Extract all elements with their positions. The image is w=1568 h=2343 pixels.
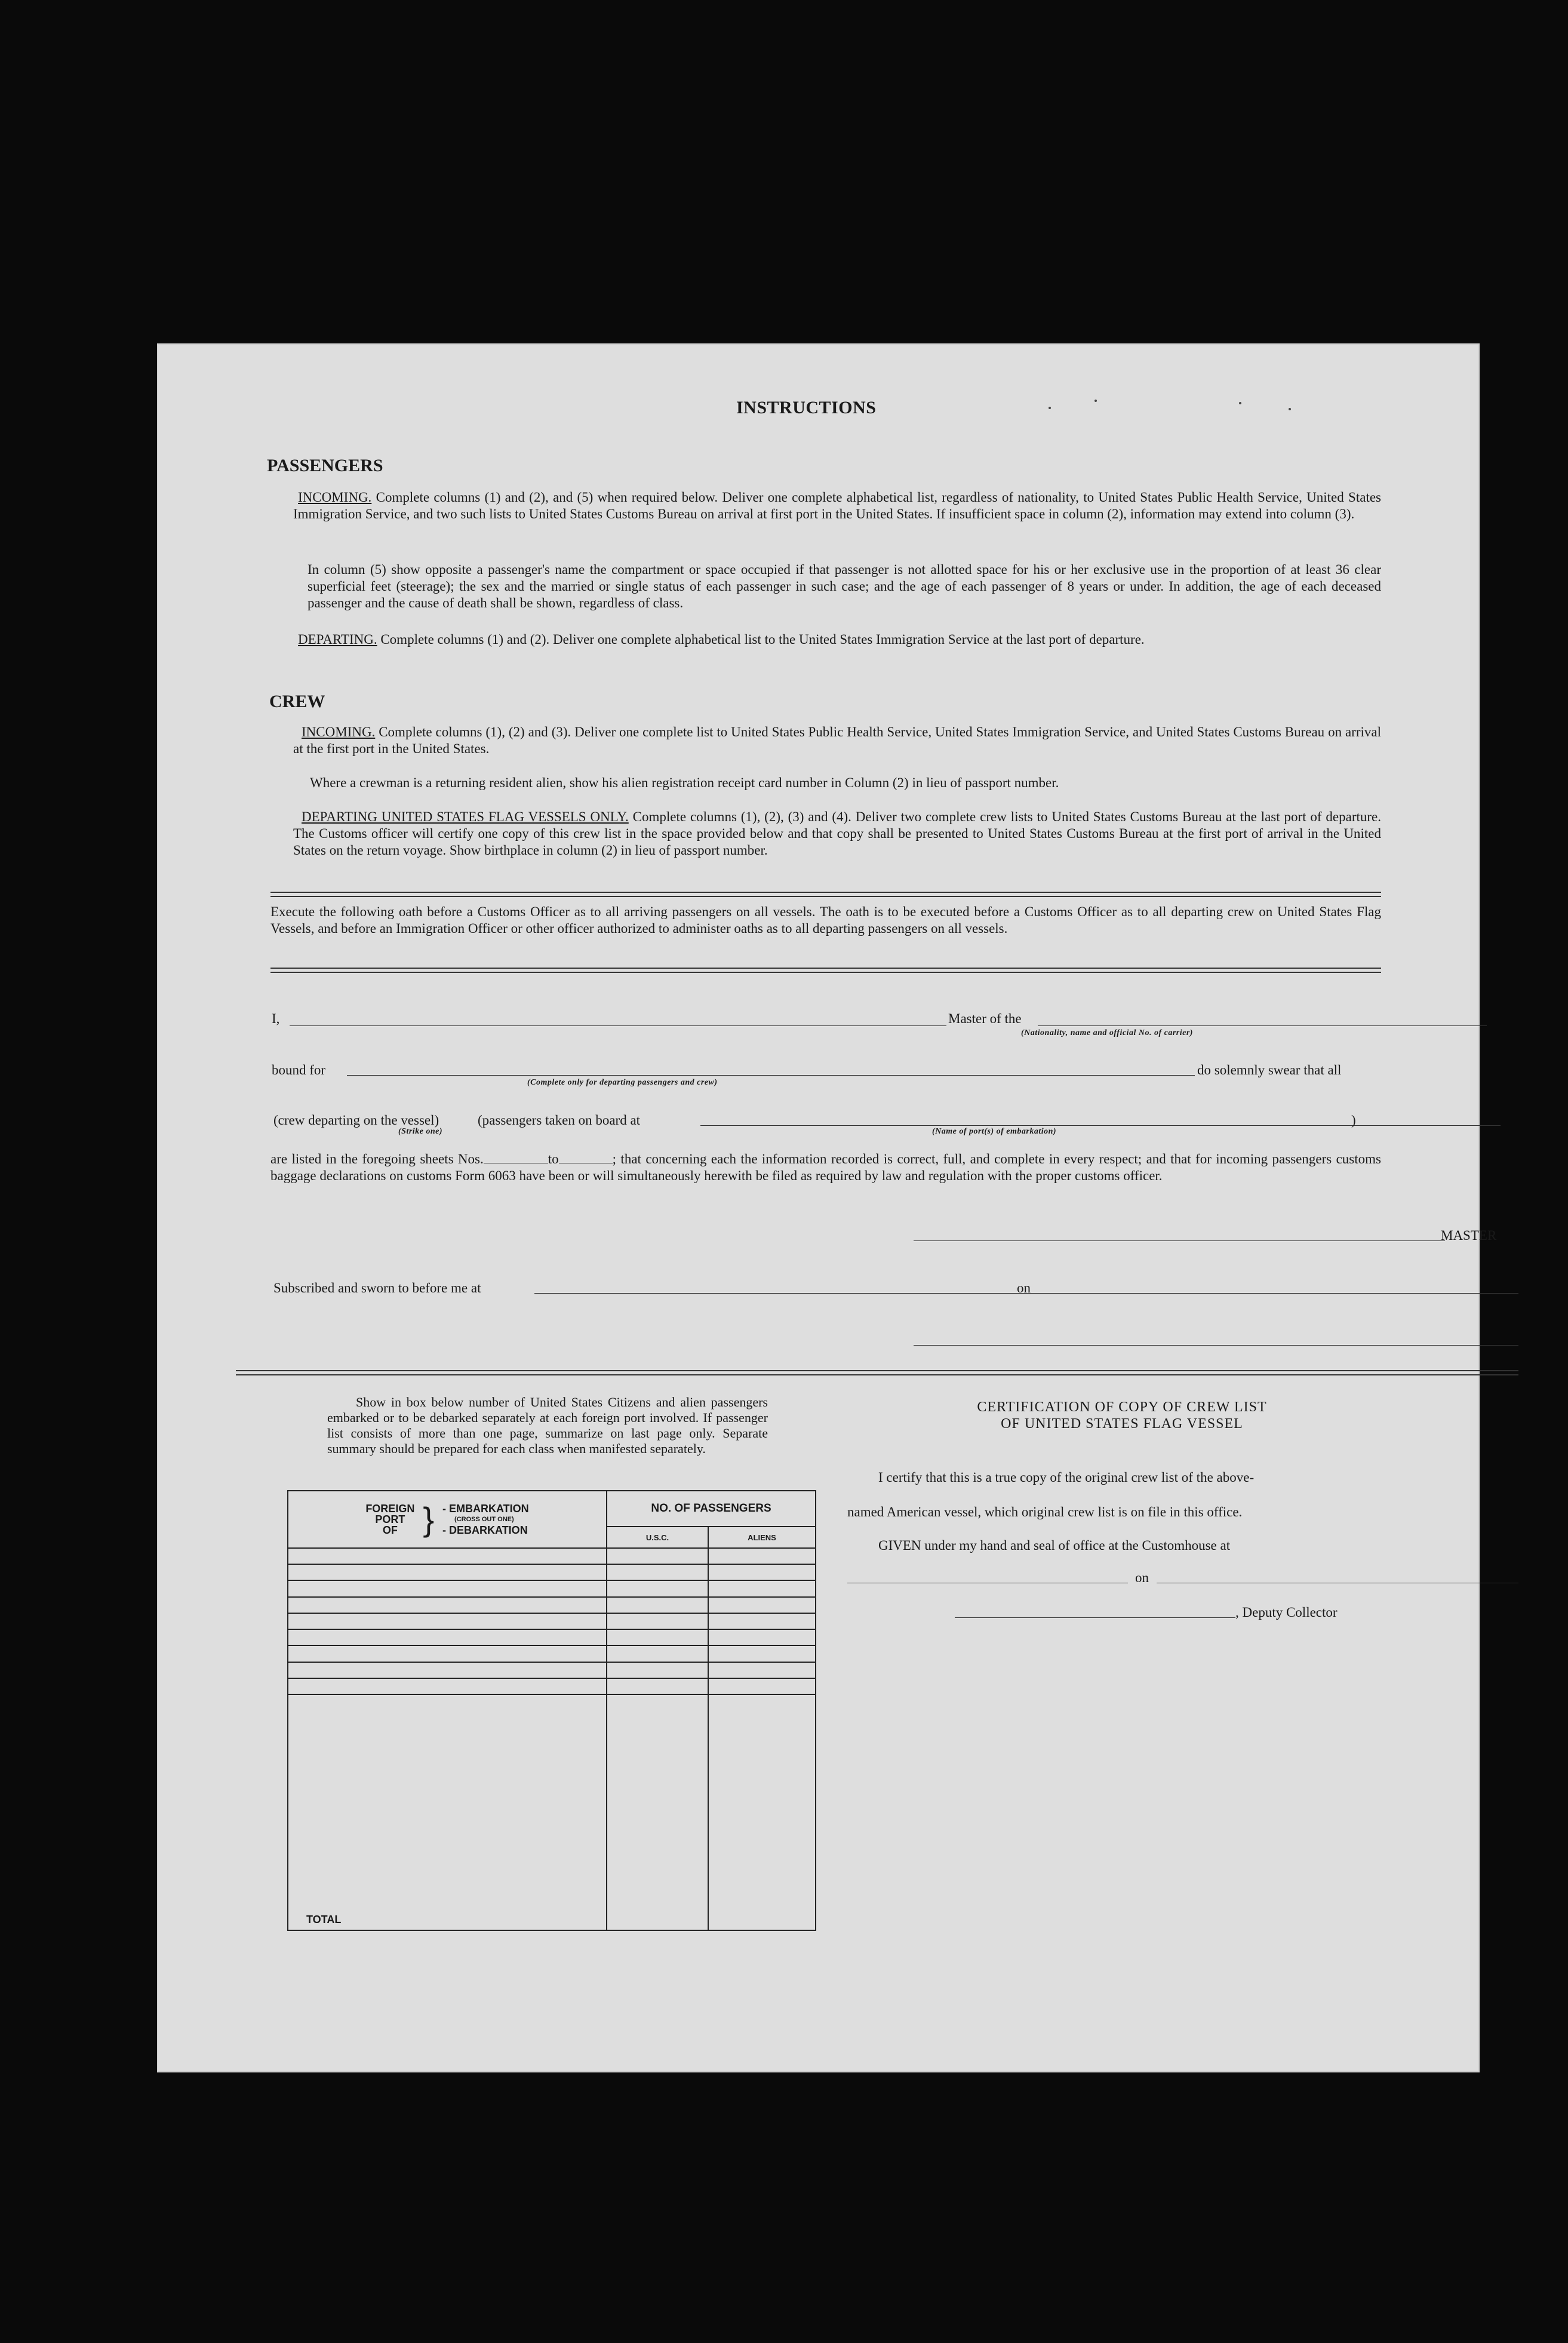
crew-departing-label: DEPARTING UNITED STATES FLAG VESSELS ONLY. — [302, 809, 629, 824]
aliens-cell[interactable] — [708, 1678, 816, 1694]
passengers-column5-paragraph: In column (5) show opposite a passenger's name the compartment or space occupied if that passenger is not allotted space for his or her exclusive use in the proportion of at least 36 clear superficial feet (steerage); the sex and the married or single status of each passenger in such case; and the age of each passenger of 8 years or under. In addition, the age of each deceased passenger and the cause of death shall be shown, regardless of class. — [308, 562, 1381, 610]
oath-listed-paragraph — [270, 1151, 1381, 1184]
master-label: MASTER — [1441, 1228, 1497, 1243]
passenger-summary-table — [287, 1490, 816, 1931]
embarkation-option[interactable]: - EMBARKATION — [442, 1503, 529, 1515]
port-cell[interactable] — [288, 1645, 607, 1662]
certification-title-2: OF UNITED STATES FLAG VESSEL — [1001, 1416, 1243, 1432]
table-row — [288, 1613, 816, 1629]
form-sheet — [157, 343, 1497, 2072]
aliens-cell[interactable] — [708, 1662, 816, 1678]
port-label: PORT — [375, 1513, 405, 1525]
crew-incoming-paragraph — [293, 724, 1381, 757]
oath-i-label: I, — [272, 1011, 280, 1026]
section-divider — [236, 1370, 1518, 1375]
usc-cell[interactable] — [607, 1597, 708, 1613]
listed-to: to — [548, 1151, 559, 1166]
table-row — [288, 1548, 816, 1564]
speck — [1094, 400, 1097, 402]
foreign-port-of — [365, 1503, 414, 1536]
passengers-incoming-text: Complete columns (1) and (2), and (5) when required below. Deliver one complete alphabetical list, regardless of nationality, to United States Public Health Service, United States Immigration Service, and two such lists to United States Customs Bureau on arrival at first port in the United States. If insufficient space in column (2), information may extend into column (3). — [293, 490, 1381, 521]
passengers-incoming-label: INCOMING. — [298, 490, 372, 505]
swear-text: do solemnly swear that all — [1197, 1063, 1342, 1077]
master-name-field[interactable] — [290, 1025, 946, 1026]
total-row — [288, 1694, 816, 1930]
port-caption: (Name of port(s) of embarkation) — [932, 1127, 1057, 1136]
aliens-cell[interactable] — [708, 1580, 816, 1596]
debarkation-option[interactable]: - DEBARKATION — [442, 1524, 528, 1536]
port-cell[interactable] — [288, 1678, 607, 1694]
strike-caption: (Strike one) — [398, 1127, 443, 1136]
foreign-label: FOREIGN — [365, 1503, 415, 1515]
section-divider — [270, 968, 1381, 973]
brace-icon: } — [423, 1500, 435, 1538]
crew-incoming-label: INCOMING. — [302, 724, 376, 739]
usc-cell[interactable] — [607, 1678, 708, 1694]
carrier-field[interactable] — [1038, 1025, 1487, 1026]
usc-cell[interactable] — [607, 1548, 708, 1564]
subscribed-on-label: on — [1017, 1280, 1031, 1295]
certification-line-1: I certify that this is a true copy of the original crew list of the above- — [878, 1470, 1255, 1485]
summary-instructions: Show in box below number of United States Citizens and alien passengers embarked or to be debarked separately at each foreign port involved. If passenger list consists of more than one page, summarize on last page only. Separate summary should be prepared for each class when manifested separately. — [327, 1395, 768, 1456]
passengers-departing-label: DEPARTING. — [298, 632, 377, 647]
usc-cell[interactable] — [607, 1645, 708, 1662]
crew-departing-text: Complete columns (1), (2), (3) and (4). Deliver two complete crew lists to United States Customs Bureau at the last port of departure. The Customs officer will certify one copy of this crew list in the space provided below and that copy shall be presented to United States Customs Bureau at the first port of arrival in the United States on the return voyage. Show birthplace in column (2) in lieu of passport number. — [293, 809, 1381, 858]
oath-intro: Execute the following oath before a Customs Officer as to all arriving passengers on all vessels. The oath is to be executed before a Customs Officer as to all departing crew on United States Flag Vessels, and before an Immigration Officer or other officer authorized to administer oaths as to all departing passengers on all vessels. — [270, 904, 1381, 936]
master-signature-field[interactable] — [914, 1240, 1445, 1241]
no-of-passengers-header: NO. OF PASSENGERS — [607, 1491, 816, 1527]
port-header-cell — [288, 1491, 607, 1548]
passengers-heading: PASSENGERS — [267, 456, 383, 475]
nationality-caption: (Nationality, name and official No. of carrier) — [1021, 1028, 1193, 1037]
close-paren: ) — [1351, 1113, 1356, 1128]
port-cell[interactable] — [288, 1597, 607, 1613]
crew-heading: CREW — [269, 692, 325, 711]
usc-cell[interactable] — [607, 1613, 708, 1629]
aliens-cell[interactable] — [708, 1564, 816, 1580]
total-usc-cell[interactable] — [607, 1694, 708, 1930]
aliens-cell[interactable] — [708, 1597, 816, 1613]
speck — [1239, 402, 1241, 404]
port-cell[interactable] — [288, 1580, 607, 1596]
port-cell[interactable] — [288, 1662, 607, 1678]
embarkation-port-field[interactable] — [700, 1125, 1501, 1126]
subscribed-label: Subscribed and sworn to before me at — [273, 1280, 481, 1295]
table-row — [288, 1597, 816, 1613]
total-label: TOTAL — [288, 1694, 607, 1930]
table-row — [288, 1629, 816, 1645]
bound-for-field[interactable] — [347, 1075, 1195, 1076]
deputy-signature-field[interactable] — [955, 1617, 1235, 1618]
port-cell[interactable] — [288, 1629, 607, 1645]
aliens-cell[interactable] — [708, 1548, 816, 1564]
subscribed-date-field[interactable] — [1043, 1293, 1518, 1294]
usc-cell[interactable] — [607, 1580, 708, 1596]
aliens-cell[interactable] — [708, 1629, 816, 1645]
cross-out-note: (CROSS OUT ONE) — [454, 1516, 514, 1523]
certification-line-2: named American vessel, which original crew list is on file in this office. — [847, 1504, 1243, 1519]
certification-on: on — [1135, 1570, 1149, 1585]
crew-departing-option: (crew departing on the vessel) — [273, 1113, 439, 1128]
embark-debark-options — [442, 1503, 529, 1536]
usc-cell[interactable] — [607, 1564, 708, 1580]
port-cell[interactable] — [288, 1548, 607, 1564]
aliens-cell[interactable] — [708, 1645, 816, 1662]
bound-for-label: bound for — [272, 1063, 326, 1077]
of-label: OF — [382, 1524, 398, 1536]
table-row — [288, 1645, 816, 1662]
usc-header: U.S.C. — [607, 1527, 708, 1548]
passengers-departing-text: Complete columns (1) and (2). Deliver one complete alphabetical list to the United States Immigration Service at the last port of departure. — [377, 632, 1145, 647]
port-cell[interactable] — [288, 1613, 607, 1629]
master-of-label: Master of the — [948, 1011, 1022, 1026]
passengers-departing-paragraph — [293, 631, 1381, 648]
aliens-cell[interactable] — [708, 1613, 816, 1629]
crew-departing-paragraph — [293, 809, 1381, 859]
deputy-collector-label: , Deputy Collector — [1235, 1605, 1338, 1620]
table-row — [288, 1564, 816, 1580]
section-divider — [270, 892, 1381, 897]
listed-text-a: are listed in the foregoing sheets Nos. — [270, 1151, 484, 1166]
aliens-header: ALIENS — [708, 1527, 816, 1548]
page-title: INSTRUCTIONS — [736, 398, 877, 417]
port-cell[interactable] — [288, 1564, 607, 1580]
passengers-taken-option: (passengers taken on board at — [478, 1113, 641, 1128]
complete-caption: (Complete only for departing passengers and crew) — [527, 1078, 718, 1087]
table-row — [288, 1580, 816, 1596]
total-aliens-cell[interactable] — [708, 1694, 816, 1930]
speck — [1049, 407, 1051, 409]
table-row — [288, 1678, 816, 1694]
table-row — [288, 1662, 816, 1678]
passengers-incoming-paragraph — [293, 489, 1381, 523]
certification-title-1: CERTIFICATION OF COPY OF CREW LIST — [977, 1399, 1267, 1415]
speck — [1289, 408, 1291, 410]
crew-resident-paragraph: Where a crewman is a returning resident alien, show his alien registration receipt card number in Column (2) in lieu of passport number. — [310, 775, 1059, 790]
usc-cell[interactable] — [607, 1629, 708, 1645]
officer-signature-field[interactable] — [914, 1345, 1518, 1346]
certification-line-3: GIVEN under my hand and seal of office at the Customhouse at — [878, 1538, 1231, 1553]
listed-text-b: ; that concerning each the information recorded is correct, full, and complete in every respect; and that for incoming passengers customs baggage declarations on customs Form 6063 have been or will simultaneously herewith be filed as required by law and regulation with the proper customs officer. — [270, 1151, 1381, 1183]
crew-incoming-text: Complete columns (1), (2) and (3). Deliver one complete list to United States Public Health Service, United States Immigration Service, and United States Customs Bureau on arrival at the first port in the United States. — [293, 724, 1381, 756]
usc-cell[interactable] — [607, 1662, 708, 1678]
